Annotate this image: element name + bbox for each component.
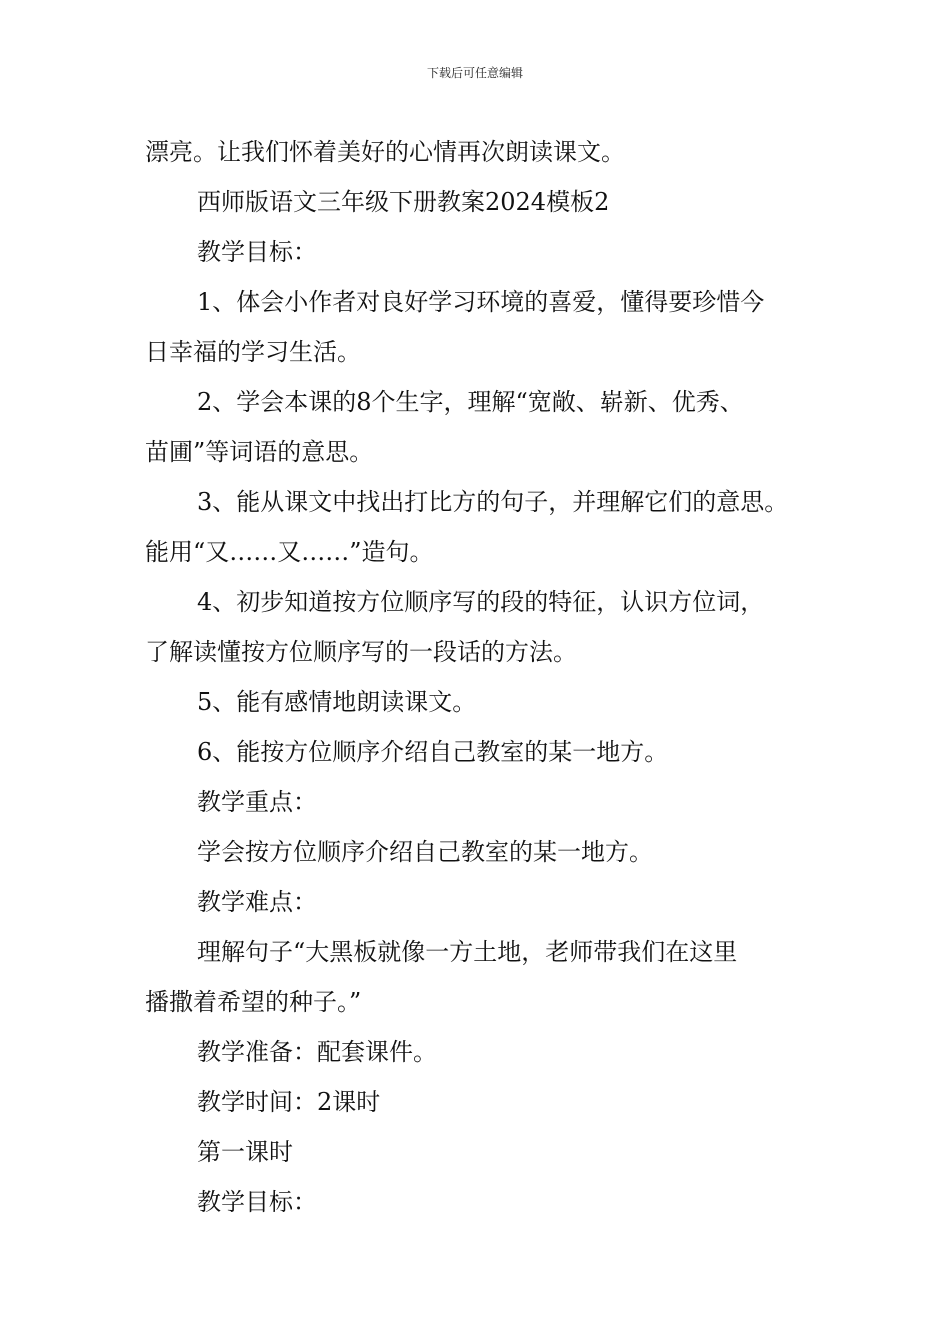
preparation-text: 教学准备：配套课件。: [197, 1038, 437, 1066]
goal-item-2: 2、学会本课的8个生字，理解“宽敞、崭新、优秀、: [197, 388, 744, 416]
goal-item-3: 3、能从课文中找出打比方的句子，并理解它们的意思。: [197, 488, 789, 516]
time-text: 教学时间：2课时: [197, 1088, 381, 1116]
section-title: 西师版语文三年级下册教案2024模板2: [197, 188, 610, 216]
heading-difficulties: 教学难点：: [197, 888, 317, 916]
goal-item-6: 6、能按方位顺序介绍自己教室的某一地方。: [197, 738, 669, 766]
page-header: 下载后可任意编辑: [426, 66, 523, 80]
goal-item-3-cont: 能用“又……又……”造句。: [145, 538, 434, 566]
document-body: [145, 127, 817, 1227]
goal-item-1: 1、体会小作者对良好学习环境的喜爱，懂得要珍惜今: [197, 288, 765, 316]
goal-item-5: 5、能有感情地朗读课文。: [197, 688, 477, 716]
difficulties-text: 理解句子“大黑板就像一方土地，老师带我们在这里: [197, 938, 738, 966]
difficulties-text-cont: 播撒着希望的种子。”: [145, 988, 362, 1016]
goal-item-4-cont: 了解读懂按方位顺序写的一段话的方法。: [145, 638, 577, 666]
key-points-text: 学会按方位顺序介绍自己教室的某一地方。: [197, 838, 653, 866]
heading-teaching-goals-2: 教学目标：: [197, 1188, 317, 1216]
heading-teaching-goals: 教学目标：: [197, 238, 317, 266]
goal-item-4: 4、初步知道按方位顺序写的段的特征，认识方位词，: [197, 588, 765, 616]
text-line: 漂亮。让我们怀着美好的心情再次朗读课文。: [145, 138, 625, 166]
goal-item-2-cont: 苗圃”等词语的意思。: [145, 438, 374, 466]
lesson-one-heading: 第一课时: [197, 1138, 293, 1166]
goal-item-1-cont: 日幸福的学习生活。: [145, 338, 361, 366]
heading-key-points: 教学重点：: [197, 788, 317, 816]
